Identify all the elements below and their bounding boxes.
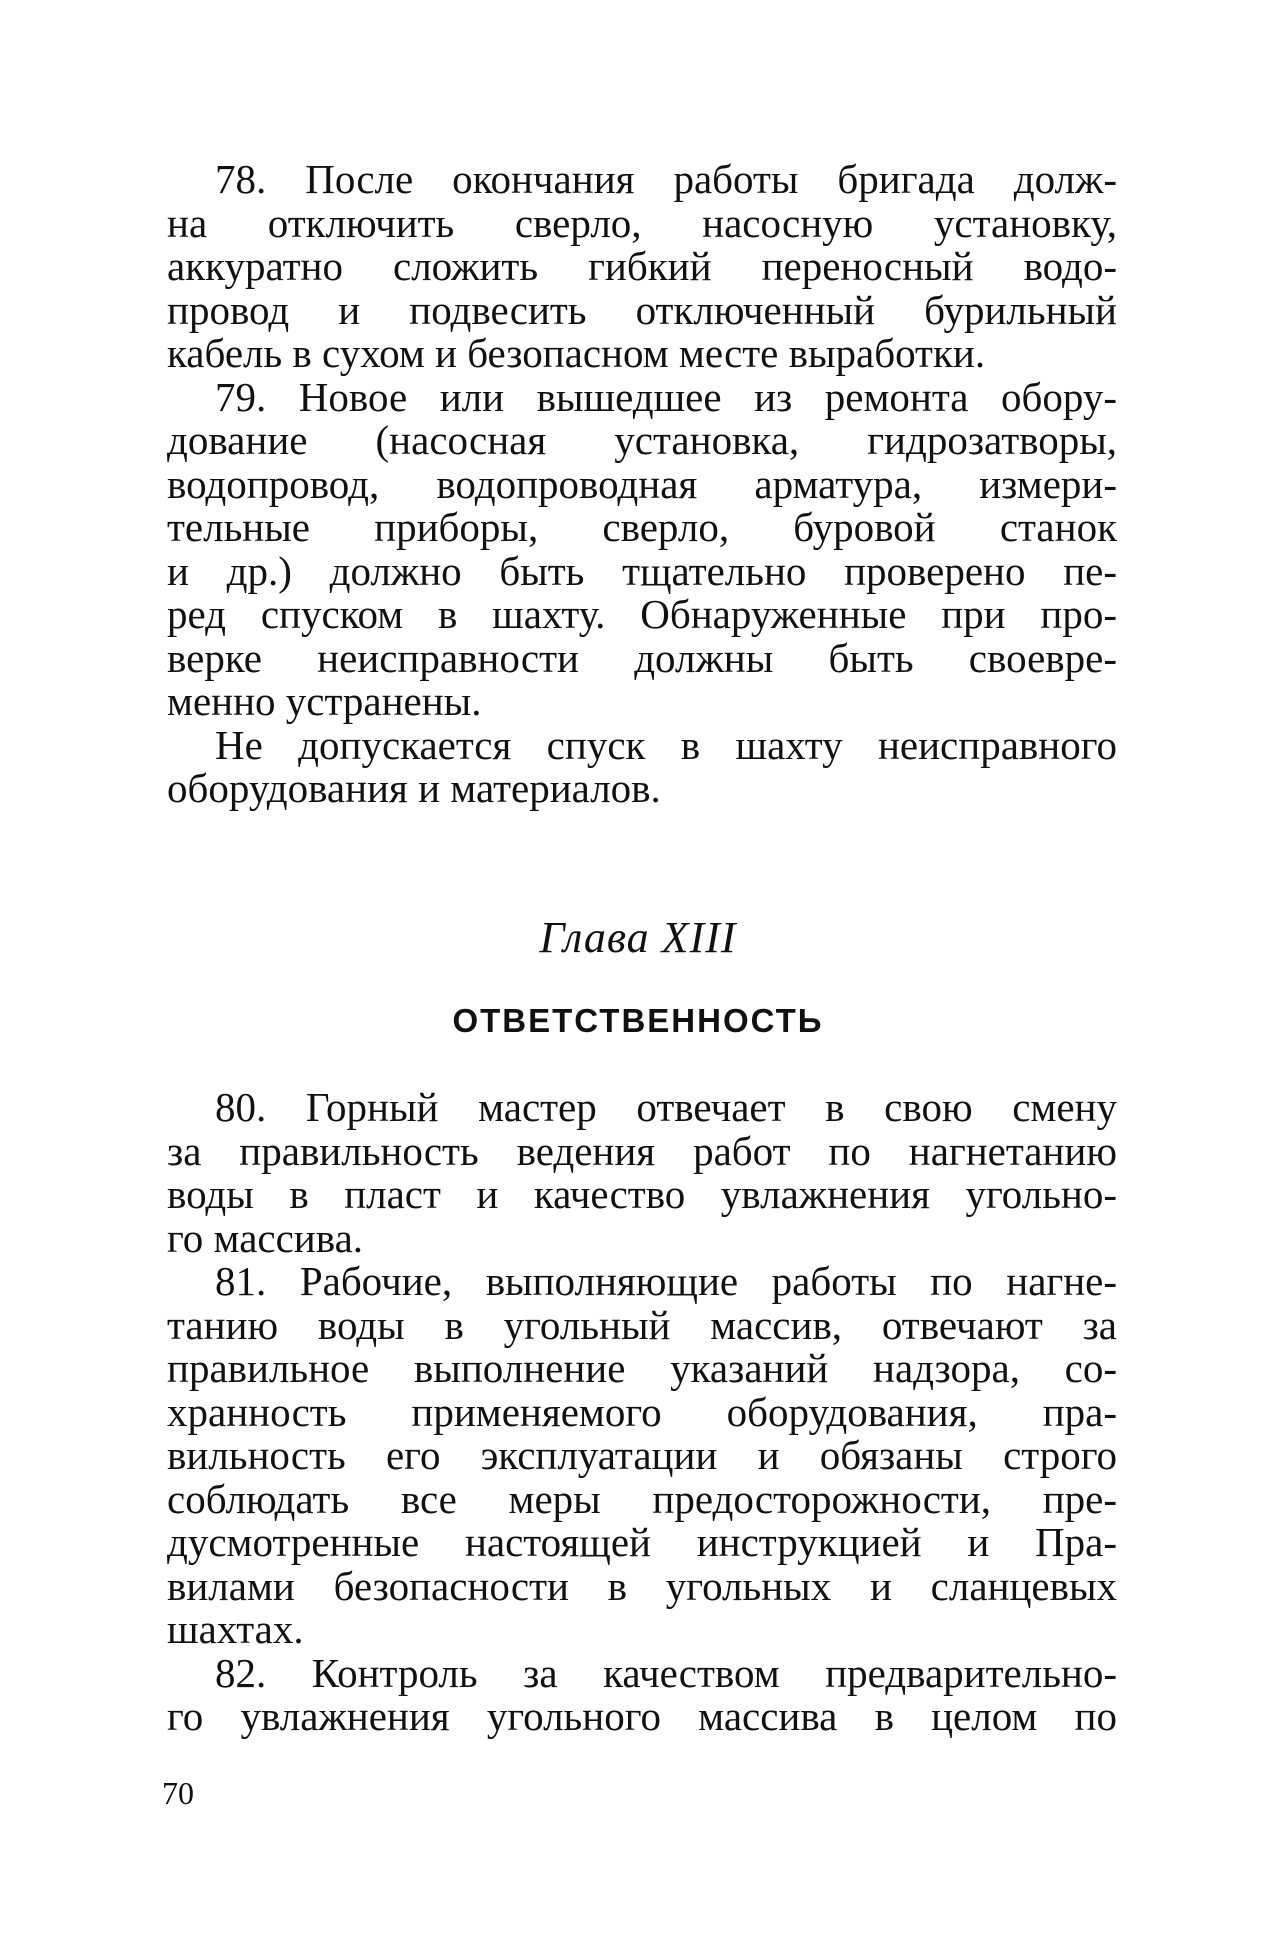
upper-text-block — [167, 158, 1117, 811]
paragraph-82 — [167, 1649, 1117, 1739]
text-line: ред спуском в шахту. Обнаруженные при про- — [167, 591, 1117, 637]
text-line: вильность его эксплуатации и обязаны строго — [167, 1432, 1117, 1478]
text-line: го массива. — [167, 1214, 364, 1261]
text-line: правильное выполнение указаний надзора, со- — [167, 1345, 1117, 1391]
lower-text-block — [167, 1086, 1117, 1739]
paragraph-79-continued — [167, 721, 1117, 811]
text-line: провод и подвесить отключенный бурильный — [167, 286, 1117, 333]
text-line: дование (насосная установка, гидрозатворы, — [167, 417, 1117, 463]
text-line: вилами безопасности в угольных и сланцевых — [167, 1562, 1117, 1609]
text-line: оборудования и материалов. — [167, 765, 661, 811]
paragraph-79 — [167, 373, 1117, 724]
paragraph-81 — [167, 1260, 1117, 1652]
chapter-title: Глава XIII — [539, 913, 737, 962]
text-line: кабель в сухом и безопасном месте выработки. — [167, 330, 986, 376]
text-line: за правильность ведения работ по нагнетанию — [167, 1127, 1117, 1174]
text-line: соблюдать все меры предосторожности, пре- — [167, 1475, 1117, 1522]
paragraph-80 — [167, 1086, 1117, 1260]
paragraph-78 — [167, 158, 1117, 376]
text-line: 79. Новое или вышедшее из ремонта обору- — [215, 373, 1117, 420]
page-number: 70 — [162, 1775, 194, 1811]
text-line: верке неисправности должны быть своевре- — [167, 634, 1117, 681]
text-line: хранность применяемого оборудования, пра- — [167, 1388, 1117, 1435]
text-line: 78. После окончания работы бригада долж- — [215, 156, 1117, 202]
text-line: шахтах. — [167, 1606, 304, 1652]
text-line: танию воды в угольный массив, отвечают за — [167, 1301, 1117, 1348]
text-line: водопровод, водопроводная арматура, измери- — [167, 460, 1117, 507]
text-line: воды в пласт и качество увлажнения угольно- — [167, 1171, 1117, 1217]
chapter-heading: ОТВЕТСТВЕННОСТЬ — [452, 1002, 824, 1039]
text-line: дусмотренные настоящей инструкцией и Пра- — [167, 1519, 1117, 1565]
text-line: тельные приборы, сверло, буровой станок — [167, 504, 1117, 550]
text-line: 82. Контроль за качеством предварительно- — [215, 1649, 1117, 1696]
text-line: го увлажнения угольного массива в целом по — [167, 1693, 1117, 1739]
text-line: аккуратно сложить гибкий переносный водо- — [167, 243, 1117, 289]
text-line: на отключить сверло, насосную установку, — [167, 199, 1117, 246]
text-line: менно устранены. — [167, 678, 482, 724]
text-line: 80. Горный мастер отвечает в свою смену — [215, 1084, 1117, 1130]
text-line: и др.) должно быть тщательно проверено пе- — [167, 547, 1117, 594]
text-line: 81. Рабочие, выполняющие работы по нагне- — [215, 1258, 1117, 1304]
text-line: Не допускается спуск в шахту неисправного — [215, 721, 1117, 768]
